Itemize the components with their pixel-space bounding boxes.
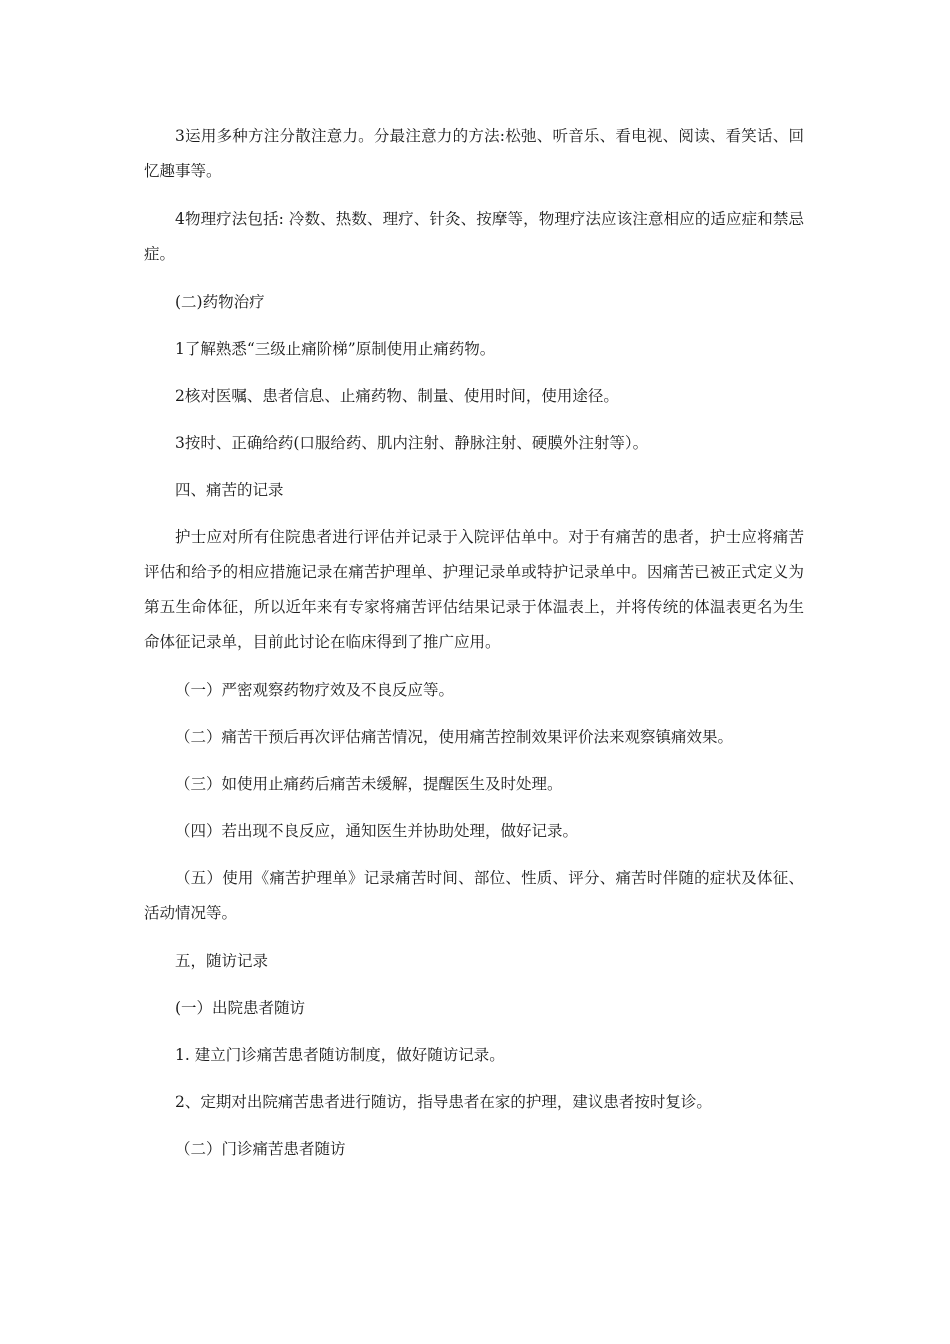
subheading-outpatient-follow-up: （二）门诊痛苦患者随访 (175, 1140, 346, 1158)
paragraph-nurse-assessment: 护士应对所有住院患者进行评估并记录于入院评估单中。对于有痛苦的患者，护士应将痛苦评估和给予的相应措施记录在痛苦护理单、护理记录单或特护记录单中。因痛苦已被正式定义为第五生命体征，所以近年来有专家将痛苦评估结果记录于体温表上，并将传统的体温表更名为生命体征记录单，目前此讨论在临床得到了推广应用。 (144, 528, 804, 651)
heading-follow-up-records: 五，随访记录 (175, 952, 269, 970)
list-item-reassess-pain: （二）痛苦干预后再次评估痛苦情况，使用痛苦控制效果评价法来观察镇痛效果。 (175, 728, 734, 746)
list-item-follow-up-system: 1. 建立门诊痛苦患者随访制度，做好随访记录。 (175, 1046, 505, 1064)
heading-drug-treatment: (二)药物治疗 (175, 293, 265, 311)
paragraph-analgesic-ladder: 1了解熟悉“三级止痛阶梯”原制使用止痛药物。 (175, 340, 496, 358)
document-body (144, 119, 804, 1179)
list-item-notify-doctor: （三）如使用止痛药后痛苦未缓解，提醒医生及时处理。 (175, 775, 563, 793)
paragraph-distraction-methods: 3运用多种方注分散注意力。分最注意力的方法:松弛、听音乐、看电视、阅读、看笑话、回忆趣事等。 (144, 127, 804, 180)
heading-pain-records: 四、痛苦的记录 (175, 481, 284, 499)
list-item-observe-effects: （一）严密观察药物疗效及不良反应等。 (175, 681, 455, 699)
list-item-adverse-reaction: （四）若出现不良反应，通知医生并协助处理，做好记录。 (175, 822, 579, 840)
list-item-regular-follow-up: 2、定期对出院痛苦患者进行随访，指导患者在家的护理，建议患者按时复诊。 (175, 1093, 712, 1111)
paragraph-physical-therapy: 4物理疗法包括: 冷数、热数、理疗、针灸、按摩等，物理疗法应该注意相应的适应症和禁忌症。 (144, 210, 804, 263)
subheading-discharged-follow-up: (一）出院患者随访 (175, 999, 306, 1017)
paragraph-verify-orders: 2核对医嘱、患者信息、止痛药物、制量、使用时间，使用途径。 (175, 387, 619, 405)
paragraph-administer-drugs: 3按时、正确给药(口服给药、肌内注射、静脉注射、硬膜外注射等）。 (175, 434, 649, 452)
list-item-pain-care-sheet: （五）使用《痛苦护理单》记录痛苦时间、部位、性质、评分、痛苦时伴随的症状及体征、活动情况等。 (144, 869, 804, 922)
